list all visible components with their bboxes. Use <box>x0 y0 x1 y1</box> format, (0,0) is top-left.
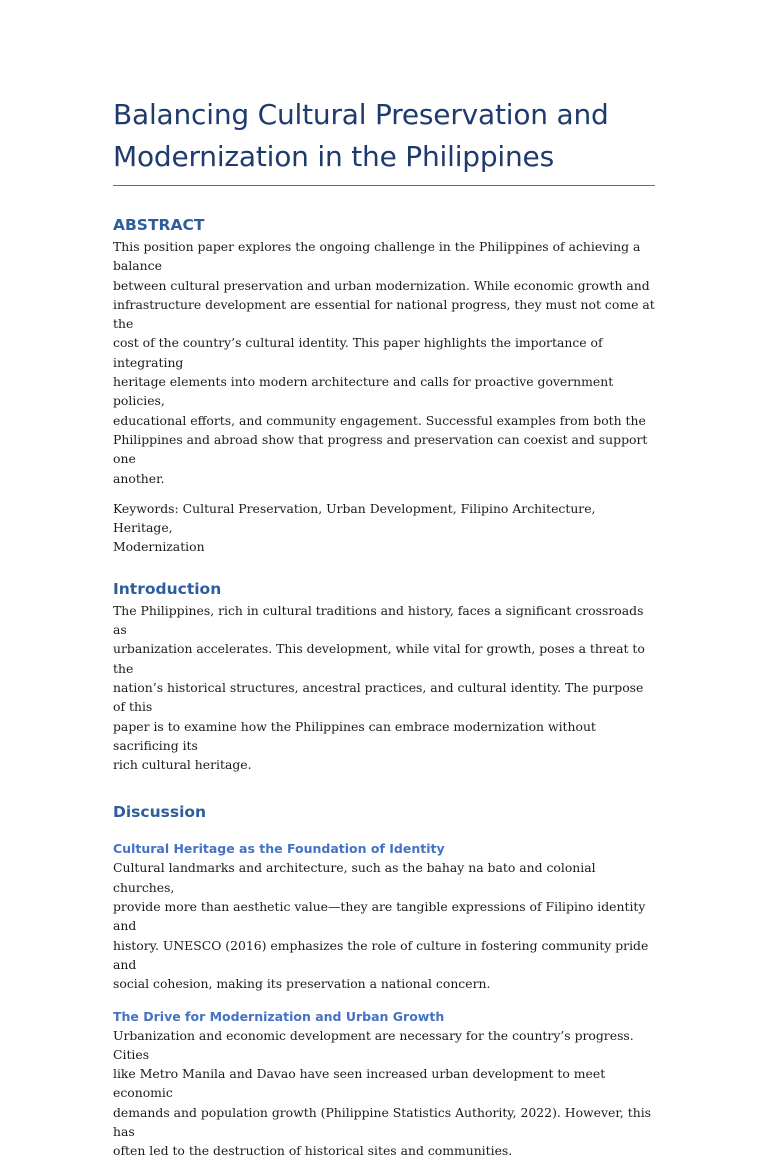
introduction-body: The Philippines, rich in cultural traditions and history, faces a significant crossroads as urbanization accelerates. This development, while vital for growth, poses a threat to the nation’s historical structures, ancestral practices, and cultural identity. The purpose of this paper is to examine how the Philippines can embrace modernization without sacrificing its rich cultural heritage. <box>113 602 645 773</box>
subsection-body-modernization: Urbanization and economic development are necessary for the country’s progress. Cities like Metro Manila and Davao have seen increased urban development to meet economic demands and population growth (Philippine Statistics Authority, 2022). However, this has often led to the destruction of historical sites and communities. <box>113 1027 652 1159</box>
subsection-body-cultural-heritage: Cultural landmarks and architecture, such as the bahay na bato and colonial churches, provide more than aesthetic value—they are tangible expressions of Filipino identity and history. UNESCO (2016) emphasizes the role of culture in fostering community pride and social cohesion, making its preservation a national concern. <box>113 860 649 992</box>
abstract-body: This position paper explores the ongoing challenge in the Philippines of achieving a balance between cultural preservation and urban modernization. While economic growth and infrastructure development are essential for national progress, they must not come at the cost of the country’s cultural identity. This paper highlights the importance of integrating heritage elements into modern architecture and calls for proactive government policies, educational efforts, and community engagement. Successful examples from both the Philippines and abroad show that progress and preservation can coexist and support one another. <box>113 239 655 486</box>
introduction-heading: Introduction <box>113 579 222 598</box>
document-title: Balancing Cultural Preservation and Modernization in the Philippines <box>113 94 655 186</box>
keywords-paragraph: Keywords: Cultural Preservation, Urban Development, Filipino Architecture, Heritage, Modernization <box>113 500 596 555</box>
subsection-heading-modernization: The Drive for Modernization and Urban Growth <box>113 1008 445 1024</box>
discussion-heading: Discussion <box>113 803 207 822</box>
abstract-heading: ABSTRACT <box>113 216 205 234</box>
subsection-heading-cultural-heritage: Cultural Heritage as the Foundation of Identity <box>113 841 445 857</box>
